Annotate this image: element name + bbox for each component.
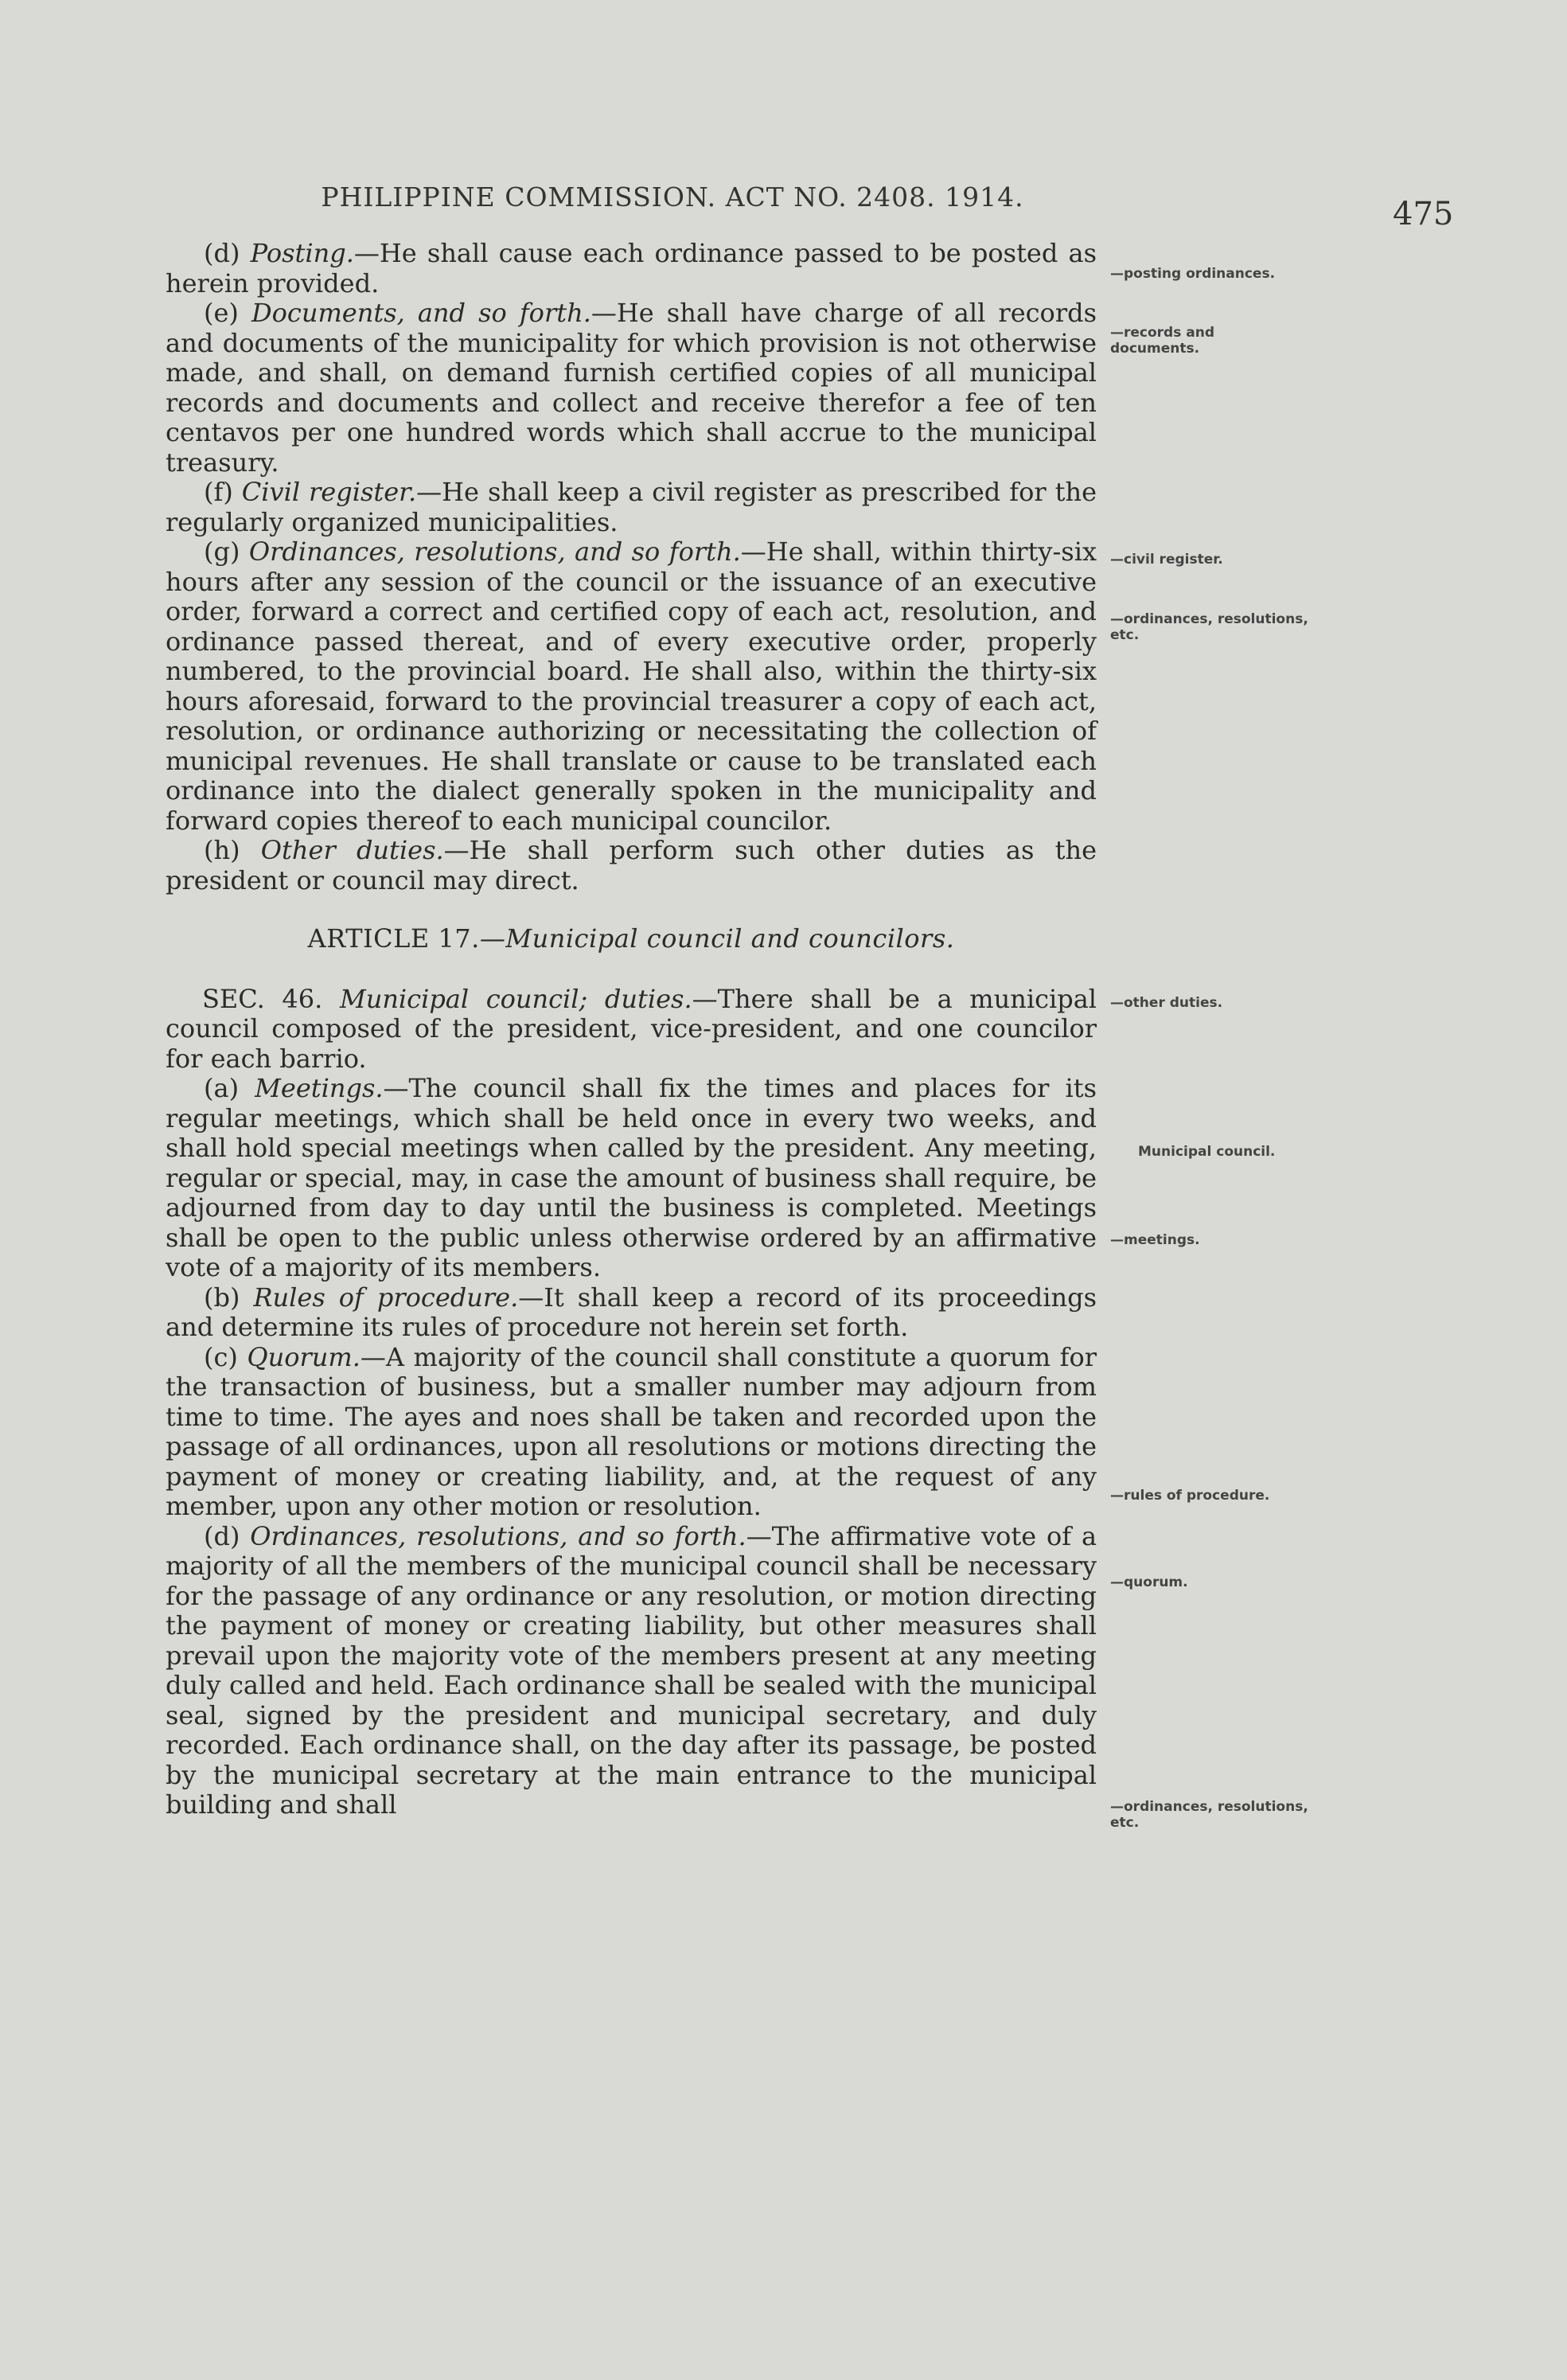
- running-head: PHILIPPINE COMMISSION. ACT NO. 2408. 1914.: [321, 181, 1024, 213]
- para-heading: Municipal council; duties.: [339, 983, 692, 1014]
- para-label: (b): [204, 1282, 240, 1313]
- para-text: —It shall keep a record of its proceedings and determine its rules of procedure not herein set forth.: [166, 1282, 1097, 1342]
- para-heading: Rules of procedure.: [253, 1282, 519, 1313]
- para-heading: Documents, and so forth.: [251, 298, 591, 328]
- margin-note-meetings: —meetings.: [1110, 1232, 1200, 1248]
- para-heading: Quorum.: [247, 1341, 361, 1372]
- article-heading: [166, 924, 1097, 954]
- para-label: (a): [204, 1073, 240, 1103]
- para-text: —He shall cause each ordinance passed to be posted as herein provided.: [166, 238, 1097, 298]
- paragraph-quorum: [166, 1343, 1097, 1522]
- para-heading: Posting.: [250, 238, 354, 268]
- paragraph-ordinances: [166, 537, 1097, 836]
- paragraph-documents: [166, 298, 1097, 478]
- margin-note-civil-register: —civil register.: [1110, 552, 1223, 568]
- margin-note-rules: —rules of procedure.: [1110, 1488, 1270, 1504]
- para-text: —The council shall fix the times and places for its regular meetings, which shall be held once in every two weeks, and shall hold special meetings when called by the president. Any meeting, regular or special, may, in case the amount of business shall require, be adjourned from day to day until the business is completed. Meetings shall be open to the public unless otherwise ordered by an affirmative vote of a majority of its members.: [166, 1073, 1097, 1282]
- para-text: —He shall keep a civil register as prescribed for the regularly organized municipalities.: [166, 477, 1097, 537]
- paragraph-civil-register: [166, 478, 1097, 537]
- paragraph-council-ordinances: [166, 1522, 1097, 1820]
- para-label: (f): [204, 477, 233, 507]
- para-label: (g): [204, 536, 240, 567]
- para-label: (d): [204, 238, 240, 268]
- para-text: —The affirmative vote of a majority of all the members of the municipal council shall be necessary for the passage of any ordinance or any resolution, or motion directing the payment of money or creating liability, but other measures shall prevail upon the majority vote of the members present at any meeting duly called and held. Each ordinance shall be sealed with the municipal seal, signed by the president and municipal secretary, and duly recorded. Each ordinance shall, on the day after its passage, be posted by the municipal secretary at the main entrance to the municipal building and shall: [166, 1520, 1097, 1820]
- section-label: SEC. 46.: [202, 983, 323, 1014]
- para-heading: Ordinances, resolutions, and so forth.: [250, 1520, 746, 1551]
- body-text: [166, 239, 1097, 1820]
- page-number: 475: [1393, 196, 1454, 232]
- para-text: —He shall, within thirty-six hours after any session of the council or the issuance of an executive order, forward a correct and certified copy of each act, resolution, and ordinance passed thereat, and of every executive order, properly numbered, to the provincial board. He shall also, within the thirty-six hours aforesaid, forward to the provincial treasurer a copy of each act, resolution, or ordinance authorizing or necessitating the collection of municipal revenues. He shall translate or cause to be translated each ordinance into the dialect generally spoken in the municipality and forward copies thereof to each municipal councilor.: [166, 536, 1097, 836]
- para-text: —He shall perform such other duties as the president or council may direct.: [166, 835, 1097, 895]
- para-label: (d): [204, 1520, 240, 1551]
- article-title: —Municipal council and councilors.: [479, 923, 955, 954]
- paragraph-meetings: [166, 1074, 1097, 1283]
- para-text: —There shall be a municipal council composed of the president, vice-president, and one councilor for each barrio.: [166, 983, 1097, 1074]
- para-label: (c): [204, 1341, 238, 1372]
- margin-note-other-duties: —other duties.: [1110, 995, 1223, 1011]
- para-label: (e): [204, 298, 239, 328]
- para-text: —He shall have charge of all records and documents of the municipality for which provision is not otherwise made, and shall, on demand furnish certified copies of all municipal records and documents and collect and receive therefor a fee of ten centavos per one hundred words which shall accrue to the municipal treasury.: [166, 298, 1097, 478]
- para-heading: Ordinances, resolutions, and so forth.: [248, 536, 741, 567]
- para-heading: Meetings.: [255, 1073, 384, 1103]
- margin-note-records: —records and documents.: [1110, 325, 1215, 357]
- para-heading: Other duties.: [260, 835, 444, 865]
- para-text: —A majority of the council shall constitute a quorum for the transaction of business, but a smaller number may adjourn from time to time. The ayes and noes shall be taken and recorded upon the passage of all ordinances, upon all resolutions or motions directing the payment of money or creating liability, and, at the request of any member, upon any other motion or resolution.: [166, 1341, 1097, 1521]
- margin-note-quorum: —quorum.: [1110, 1574, 1188, 1590]
- paragraph-posting: [166, 239, 1097, 298]
- margin-note-posting: —posting ordinances.: [1110, 266, 1276, 282]
- para-label: (h): [204, 835, 240, 865]
- paragraph-rules: [166, 1283, 1097, 1343]
- margin-note-ordinances: —ordinances, resolutions, etc.: [1110, 611, 1308, 643]
- margin-note-council-ordinances: —ordinances, resolutions, etc.: [1110, 1799, 1308, 1831]
- margin-note-municipal-council: Municipal council.: [1138, 1144, 1276, 1160]
- para-heading: Civil register.: [241, 477, 417, 507]
- article-label: ARTICLE 17.: [307, 923, 480, 954]
- paragraph-section-46: [166, 985, 1097, 1075]
- paragraph-other-duties: [166, 836, 1097, 895]
